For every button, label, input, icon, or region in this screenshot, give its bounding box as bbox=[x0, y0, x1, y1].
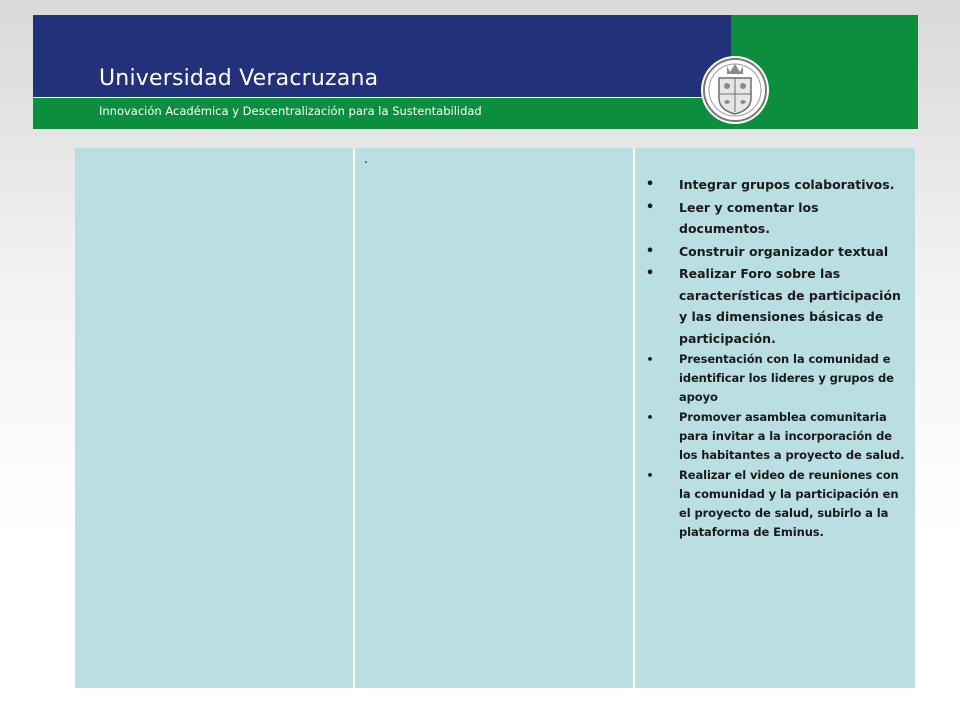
list-item-text: Construir organizador textual bbox=[679, 243, 889, 259]
table-cell-empty bbox=[75, 148, 355, 688]
activities-table bbox=[75, 148, 915, 688]
table-cell-activities bbox=[635, 148, 915, 688]
bullet-icon: • bbox=[645, 177, 655, 192]
list-item-text: Leer y comentar los documentos. bbox=[679, 199, 819, 236]
university-subtitle: Innovación Académica y Descentralización para la Sustentabilidad bbox=[99, 104, 482, 118]
list-item bbox=[641, 174, 911, 196]
list-item-text: Integrar grupos colaborativos. bbox=[679, 177, 895, 192]
list-item bbox=[641, 197, 911, 240]
list-item bbox=[641, 241, 911, 263]
bullet-icon: • bbox=[645, 243, 655, 259]
bullet-icon: • bbox=[646, 411, 654, 424]
cell-dot: . bbox=[364, 152, 369, 167]
list-item-text: Promover asamblea comunitaria para invitar a la incorporación de los habitantes a proyecto de salud. bbox=[679, 410, 905, 462]
list-item bbox=[641, 408, 911, 465]
list-item-text: Realizar Foro sobre las características de participación y las dimensiones básicas de participación. bbox=[679, 266, 901, 346]
list-item-text: Realizar el video de reuniones con la comunidad y la participación en el proyecto de salud, subirlo a la plataforma de Eminus. bbox=[679, 468, 899, 539]
bullet-icon: • bbox=[646, 353, 654, 366]
university-title: Universidad Veracruzana bbox=[99, 66, 379, 91]
bullet-icon: • bbox=[645, 199, 655, 215]
header-divider bbox=[33, 97, 731, 98]
list-item bbox=[641, 263, 911, 349]
list-item bbox=[641, 350, 911, 407]
bullet-icon: • bbox=[646, 469, 654, 482]
list-item-text: Presentación con la comunidad e identificar los lideres y grupos de apoyo bbox=[679, 352, 894, 404]
list-item bbox=[641, 466, 911, 542]
university-seal-icon bbox=[697, 52, 773, 128]
bullet-icon: • bbox=[645, 266, 655, 281]
activities-list bbox=[641, 174, 911, 543]
table-cell-middle bbox=[355, 148, 635, 688]
